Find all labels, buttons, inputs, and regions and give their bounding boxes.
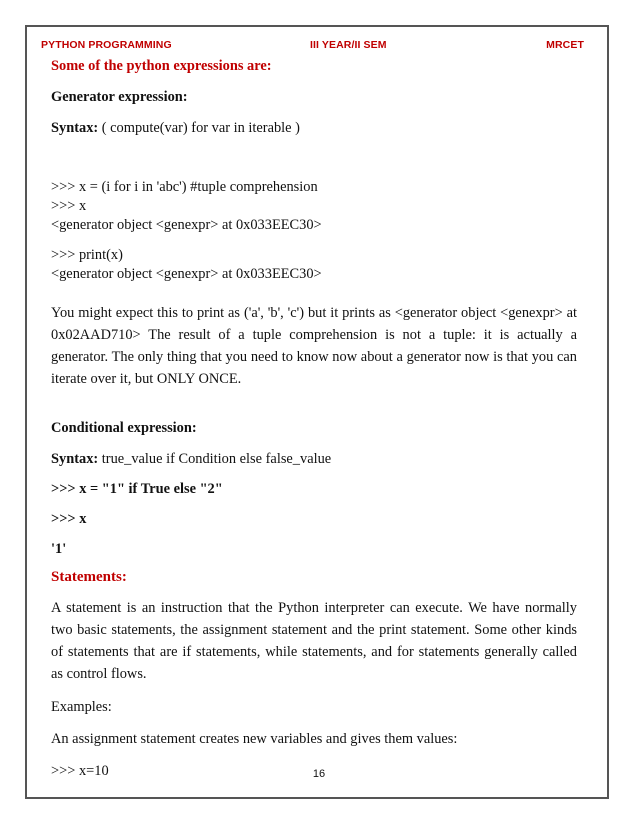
conditional-code-1: >>> x = "1" if True else "2": [51, 481, 223, 497]
header-year: III YEAR/II SEM: [310, 39, 387, 51]
statements-heading: Statements:: [51, 569, 127, 585]
assignment-code: >>> x=10: [51, 763, 109, 779]
conditional-heading: Conditional expression:: [51, 420, 197, 436]
code-block-1: [51, 178, 577, 235]
page-number: 16: [312, 768, 326, 780]
syntax-label: Syntax:: [51, 120, 99, 136]
conditional-result: '1': [51, 541, 67, 557]
assignment-description: An assignment statement creates new variables and gives them values:: [51, 731, 458, 747]
code-line: >>> x: [51, 198, 87, 214]
conditional-syntax: [51, 449, 577, 469]
code-line: <generator object <genexpr> at 0x033EEC30>: [51, 217, 322, 233]
header-institution: MRCET: [546, 39, 584, 51]
header-course: PYTHON PROGRAMMING: [41, 39, 172, 51]
generator-paragraph: You might expect this to print as ('a', 'b', 'c') but it prints as <generator object <genexpr> at 0x02AAD710> The result of a tuple comprehension is not a tuple: it is actually a generator. The only thing that you need to know now about a generator now is that you can iterate over it, but ONLY ONCE.: [51, 305, 577, 387]
syntax-label: Syntax:: [51, 451, 99, 467]
code-line: <generator object <genexpr> at 0x033EEC30>: [51, 266, 322, 282]
syntax-text: true_value if Condition else false_value: [98, 451, 332, 467]
statements-paragraph: A statement is an instruction that the Python interpreter can execute. We have normally two basic statements, the assignment statement and the print statement. Some other kinds of statements that are if statements, while statements, and for statements generally called as control flows.: [51, 600, 577, 682]
generator-heading: Generator expression:: [51, 89, 188, 105]
code-block-2: [51, 246, 577, 284]
code-line: >>> print(x): [51, 247, 123, 263]
conditional-code-2: >>> x: [51, 511, 87, 527]
syntax-text: ( compute(var) for var in iterable ): [98, 120, 300, 136]
intro-heading: Some of the python expressions are:: [51, 58, 272, 74]
page-content: [51, 56, 577, 781]
examples-label: Examples:: [51, 699, 112, 715]
code-line: >>> x = (i for i in 'abc') #tuple comprehension: [51, 179, 318, 195]
generator-syntax: [51, 118, 577, 138]
